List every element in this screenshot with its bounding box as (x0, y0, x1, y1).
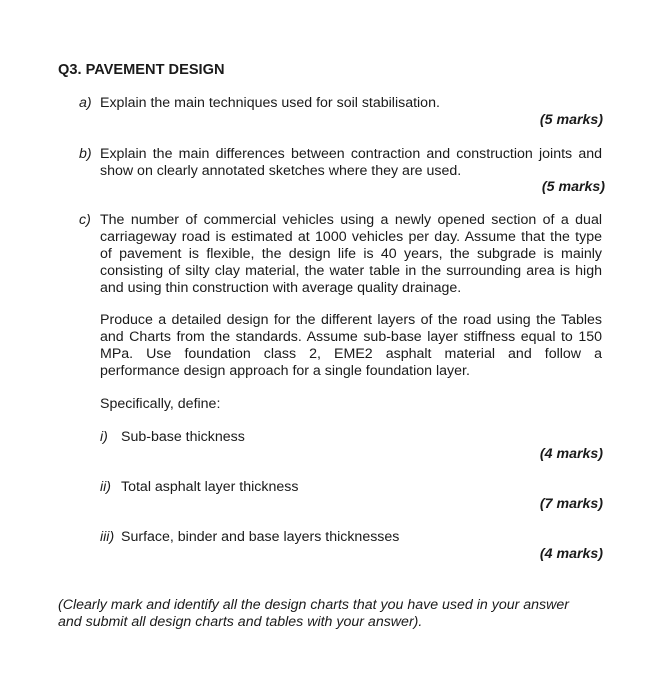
part-c-para2-line: performance design approach for a single foundation layer. (100, 363, 470, 379)
part-c-para2-line: MPa. Use foundation class 2, EME2 asphalt material and follow a (100, 346, 602, 362)
part-c-para1-line: carriageway road is estimated at 1000 vehicles per day. Assume that the type (100, 229, 602, 245)
subpart-i-label: i) (100, 429, 108, 445)
part-b-line: Explain the main differences between contraction and construction joints and (100, 146, 602, 162)
subpart-iii-label: iii) (100, 529, 115, 545)
part-c-intro: Specifically, define: (100, 396, 221, 412)
part-b-line: show on clearly annotated sketches where they are used. (100, 163, 462, 179)
part-c-para1-line: of pavement is flexible, the design life is 40 years, the subgrade is mainly (100, 246, 602, 262)
part-c-para2-line: Produce a detailed design for the different layers of the road using the Tables (100, 312, 602, 328)
closing-note-line: (Clearly mark and identify all the design charts that you have used in your answer (58, 597, 570, 613)
subpart-i-text: Sub-base thickness (121, 429, 245, 445)
part-a-marks: (5 marks) (539, 112, 603, 128)
subpart-iii-text: Surface, binder and base layers thicknesses (121, 529, 400, 545)
part-c-para1-line: The number of commercial vehicles using a newly opened section of a dual (100, 212, 602, 228)
part-b-marks: (5 marks) (541, 179, 605, 195)
part-c-para1-line: consisting of silty clay material, the water table in the surrounding area is high (100, 263, 602, 279)
part-c-label: c) (79, 212, 91, 228)
part-c-para2-line: and Charts from the standards. Assume sub-base layer stiffness equal to 150 (100, 329, 602, 345)
subpart-ii-label: ii) (100, 479, 112, 495)
subpart-i-marks: (4 marks) (539, 446, 603, 462)
part-c-para1-line: and using thin construction with average quality drainage. (100, 280, 462, 296)
part-a-label: a) (79, 95, 92, 111)
question-title: Q3. PAVEMENT DESIGN (58, 62, 225, 78)
subpart-ii-text: Total asphalt layer thickness (121, 479, 299, 495)
subpart-ii-marks: (7 marks) (539, 496, 603, 512)
subpart-iii-marks: (4 marks) (539, 546, 603, 562)
part-a-text: Explain the main techniques used for soil stabilisation. (100, 95, 440, 111)
closing-note-line: and submit all design charts and tables with your answer). (58, 614, 423, 630)
part-b-label: b) (79, 146, 92, 162)
